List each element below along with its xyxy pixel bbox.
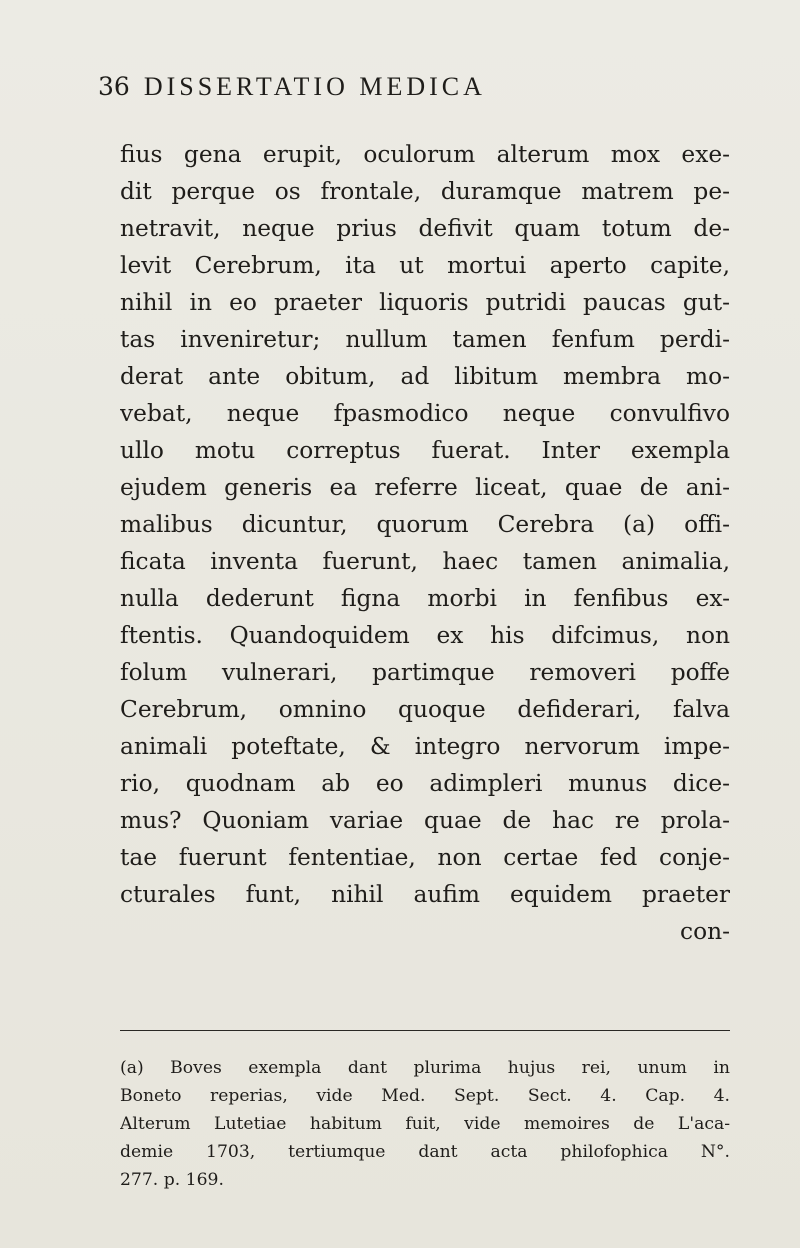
text-line: ficata inventa fuerunt, haec tamen animalia, — [120, 548, 730, 575]
footnote-line: 277. p. 169. — [120, 1170, 224, 1190]
footnote-line: Boneto reperias, vide Med. Sept. Sect. 4. Cap. 4. — [120, 1086, 730, 1106]
footnote-block — [120, 1054, 730, 1194]
text-line: con- — [680, 918, 730, 945]
text-line: mus? Quoniam variae quae de hac re prola- — [120, 807, 730, 834]
text-line: levit Cerebrum, ita ut mortui aperto capite, — [120, 252, 730, 279]
text-line: Cerebrum, omnino quoque defiderari, falva — [120, 696, 730, 723]
text-line: ftentis. Quandoquidem ex his difcimus, non — [120, 622, 730, 649]
text-line: animali poteftate, & integro nervorum impe- — [120, 733, 730, 760]
text-line: nihil in eo praeter liquoris putridi paucas gut- — [120, 289, 730, 316]
text-line: ejudem generis ea referre liceat, quae de ani- — [120, 474, 730, 501]
footnote-line: Alterum Lutetiae habitum fuit, vide memoires de L'aca- — [120, 1114, 730, 1134]
text-line: cturales funt, nihil aufim equidem praeter — [120, 881, 730, 908]
text-line: tae fuerunt fententiae, non certae fed conje- — [120, 844, 730, 871]
footnote-line: (a) Boves exempla dant plurima hujus rei, unum in — [120, 1058, 730, 1078]
text-line: fius gena erupit, oculorum alterum mox exe- — [120, 141, 730, 168]
text-line: dit perque os frontale, duramque matrem pe- — [120, 178, 730, 205]
text-line: vebat, neque fpasmodico neque convulfivo — [120, 400, 730, 427]
text-line: malibus dicuntur, quorum Cerebra (a) offi- — [120, 511, 730, 538]
text-line: tas inveniretur; nullum tamen fenfum perdi- — [120, 326, 730, 353]
page-header — [98, 72, 698, 116]
text-line: folum vulnerari, partimque removeri poffe — [120, 659, 730, 686]
text-line: ullo motu correptus fuerat. Inter exempla — [120, 437, 730, 464]
text-line: rio, quodnam ab eo adimpleri munus dice- — [120, 770, 730, 797]
main-text-block — [120, 136, 730, 950]
running-title: DISSERTATIO MEDICA — [143, 72, 486, 101]
footnote-line: demie 1703, tertiumque dant acta philofophica N°. — [120, 1142, 730, 1162]
text-line: netravit, neque prius defivit quam totum de- — [120, 215, 730, 242]
footnote-separator — [120, 1030, 730, 1031]
page-number: 36 — [98, 72, 130, 101]
text-line: derat ante obitum, ad libitum membra mo- — [120, 363, 730, 390]
text-line: nulla dederunt figna morbi in fenfibus ex- — [120, 585, 730, 612]
